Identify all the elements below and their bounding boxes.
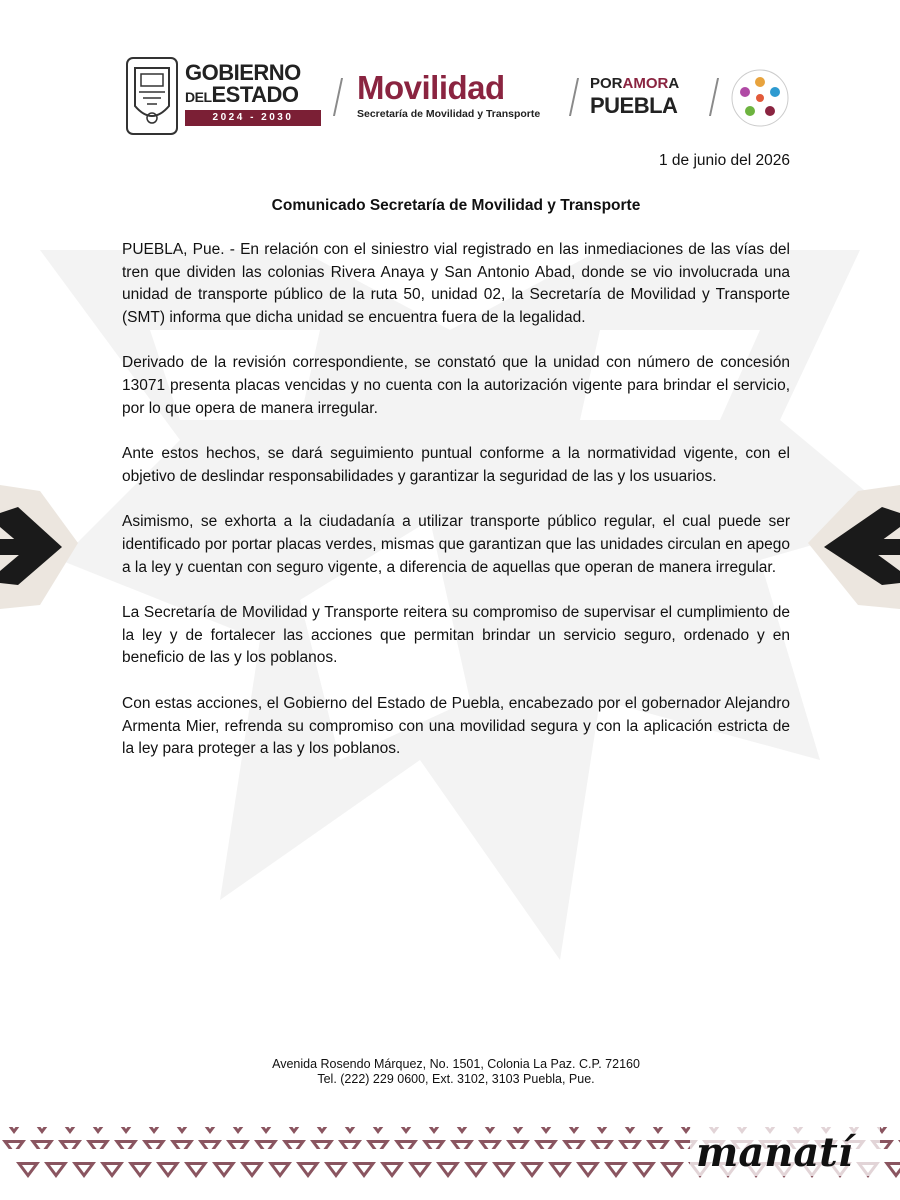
- gobierno-years-band: 2024 - 2030: [185, 110, 321, 126]
- footer-contact: [0, 1057, 900, 1087]
- por-amor-line: [590, 76, 679, 92]
- logo-separator: [709, 78, 719, 116]
- gobierno-del: DEL: [185, 89, 212, 105]
- gobierno-line-1: GOBIERNO: [185, 60, 301, 85]
- logo-separator: [333, 78, 343, 116]
- footer-phone: Tel. (222) 229 0600, Ext. 3102, 3103 Puebla, Pue.: [317, 1072, 595, 1086]
- document-date: 1 de junio del 2026: [658, 152, 790, 169]
- paragraph: La Secretaría de Movilidad y Transporte reitera su compromiso de supervisar el cumplimiento de la ley y de fortalecer las acciones que permitan brindar un servicio seguro, ordenado y en beneficio de las y los poblanos.: [122, 604, 790, 667]
- arrow-right-icon: [0, 485, 78, 609]
- footer-address: Avenida Rosendo Márquez, No. 1501, Colonia La Paz. C.P. 72160: [272, 1057, 640, 1071]
- manati-watermark-logo: [690, 1120, 880, 1180]
- manati-text: manatí: [696, 1129, 853, 1176]
- paragraph: Derivado de la revisión correspondiente, se constató que la unidad con número de concesión 13071 presenta placas vencidas y no cuenta con la autorización vigente para brindar el servicio, por lo que opera de manera irregular.: [122, 354, 790, 417]
- paragraph: PUEBLA, Pue. - En relación con el siniestro vial registrado en las inmediaciones de las vías del tren que dividen las colonias Rivera Anaya y San Antonio Abad, donde se vio involucrada una unidad de transporte público de la ruta 50, unidad 02, la Secretaría de Movilidad y Transporte (SMT) informa que dicha unidad se encuentra fuera de la legalidad.: [122, 241, 790, 326]
- gobierno-estado: ESTADO: [211, 82, 299, 107]
- logo-separator: [569, 78, 579, 116]
- gobierno-wordmark: [185, 62, 301, 108]
- a-text: A: [668, 75, 680, 92]
- gobierno-line-2: [185, 84, 301, 108]
- paragraph: Con estas acciones, el Gobierno del Estado de Puebla, encabezado por el gobernador Alejandro Armenta Mier, refrenda su compromiso con una movilidad segura y con la aplicación estricta de la ley para proteger a las y los poblanos.: [122, 694, 790, 758]
- letterhead: [125, 52, 805, 142]
- inclusion-badge-icon: [730, 68, 790, 128]
- por-text: POR: [590, 75, 623, 92]
- document-body: [122, 239, 790, 784]
- document-title: Comunicado Secretaría de Movilidad y Transporte: [271, 197, 641, 214]
- state-seal-icon: [125, 56, 179, 136]
- puebla-text: PUEBLA: [590, 93, 678, 118]
- amor-text: AMOR: [622, 75, 669, 92]
- movilidad-title: Movilidad: [357, 69, 505, 106]
- paragraph: Ante estos hechos, se dará seguimiento puntual conforme a la normatividad vigente, con el objetivo de deslindar responsabilidades y garantizar la seguridad de las y los usuarios.: [122, 445, 790, 485]
- paragraph: Asimismo, se exhorta a la ciudadanía a utilizar transporte público regular, el cual puede ser identificado por portar placas verdes, mismas que garantizan que las unidades circulan en apego a la ley y cuentan con seguro vigente, a diferencia de aquellas que operan de manera irregular.: [122, 513, 790, 576]
- arrow-left-icon: [808, 485, 900, 609]
- movilidad-subtitle: Secretaría de Movilidad y Transporte: [357, 108, 541, 120]
